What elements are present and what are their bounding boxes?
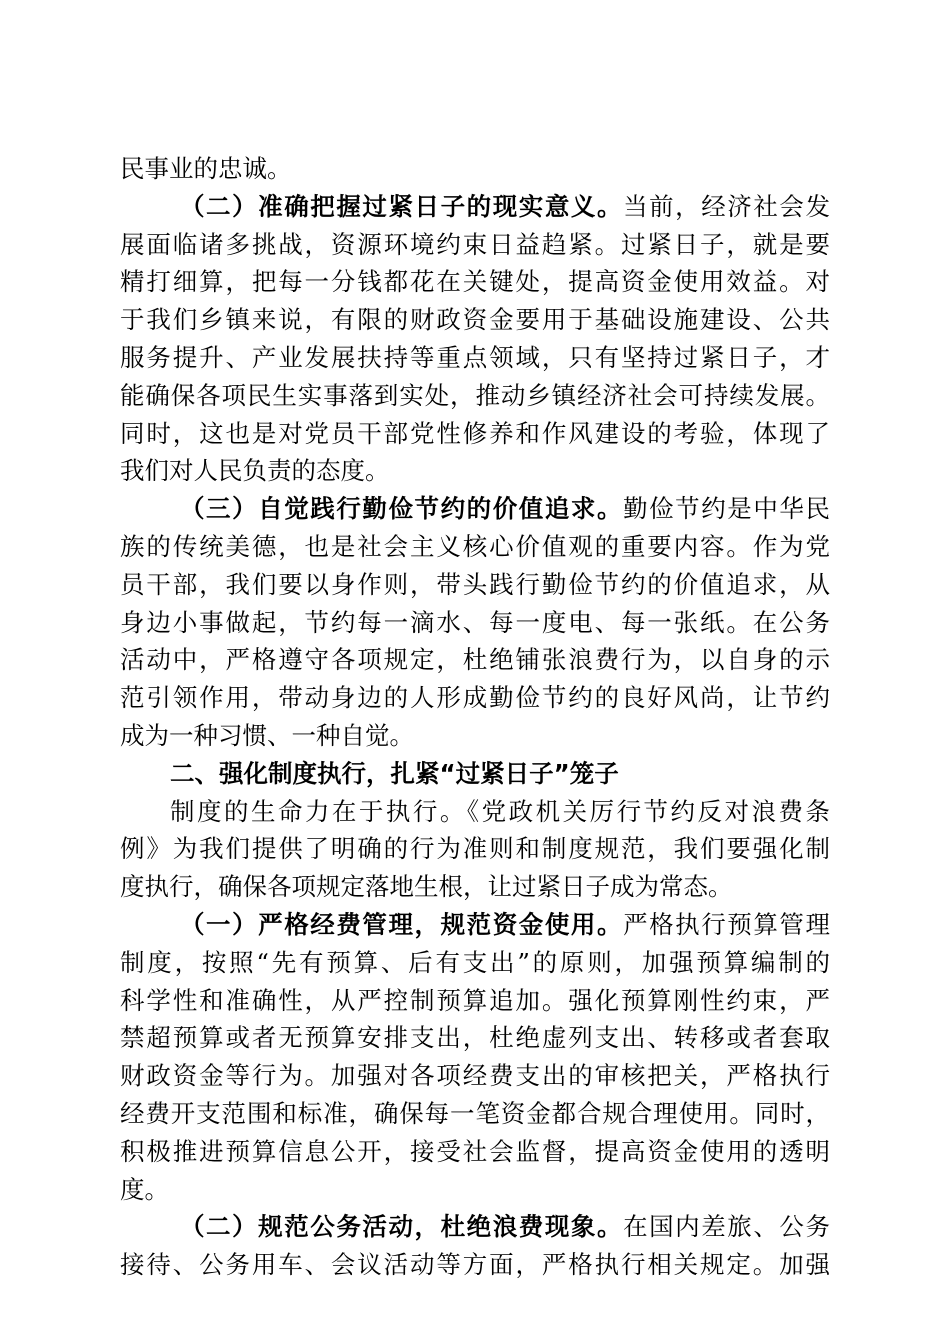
text-line [120, 1057, 830, 1095]
paragraph-text: 于我们乡镇来说，有限的财政资金要用于基础设施建设、公共 [120, 305, 830, 335]
text-line [120, 1019, 830, 1057]
paragraph-text: 度。 [120, 1174, 169, 1204]
paragraph-text: 当前，经济社会发 [623, 191, 830, 221]
section-heading [120, 755, 830, 793]
paragraph-text: 积极推进预算信息公开，接受社会监督，提高资金使用的透明 [120, 1136, 830, 1166]
text-line [120, 490, 830, 528]
paragraph-text: 服务提升、产业发展扶持等重点领域，只有坚持过紧日子，才 [120, 342, 830, 372]
paragraph-text: 度执行，确保各项规定落地生根，让过紧日子成为常态。 [120, 872, 733, 902]
text-line [120, 679, 830, 717]
paragraph-text: 我们对人民负责的态度。 [120, 456, 390, 486]
paragraph-text: 族的传统美德，也是社会主义核心价值观的重要内容。作为党 [120, 531, 830, 561]
paragraph-text: 范引领作用，带动身边的人形成勤俭节约的良好风尚，让节约 [120, 683, 830, 713]
paragraph-lead: （二）规范公务活动，杜绝浪费现象。 [180, 1212, 624, 1242]
text-line [120, 1208, 830, 1246]
paragraph-text: 同时，这也是对党员干部党性修养和作风建设的考验，体现了 [120, 418, 830, 448]
text-line [120, 830, 830, 868]
paragraph-text: 科学性和准确性，从严控制预算追加。强化预算刚性约束，严 [120, 985, 830, 1015]
text-line [120, 415, 830, 453]
text-line [120, 377, 830, 415]
text-line [120, 263, 830, 301]
text-line [120, 793, 830, 831]
text-line [120, 1133, 830, 1171]
text-line [120, 1095, 830, 1133]
paragraph-text: 员干部，我们要以身作则，带头践行勤俭节约的价值追求，从 [120, 569, 830, 599]
paragraph-text: 在国内差旅、公务 [623, 1212, 830, 1242]
text-line [120, 906, 830, 944]
paragraph-text: 接待、公务用车、会议活动等方面，严格执行相关规定。加强 [120, 1250, 830, 1280]
text-line [120, 868, 830, 906]
paragraph-text: 制度的生命力在于执行。《党政机关厉行节约反对浪费条 [170, 796, 830, 826]
text-line [120, 301, 830, 339]
text-line [120, 528, 830, 566]
section-heading-text: 二、强化制度执行，扎紧“过紧日子”笼子 [170, 758, 619, 788]
text-line [120, 604, 830, 642]
paragraph-text: 禁超预算或者无预算安排支出，杜绝虚列支出、转移或者套取 [120, 1023, 830, 1053]
text-line [120, 452, 830, 490]
paragraph-text: 展面临诸多挑战，资源环境约束日益趋紧。过紧日子，就是要 [120, 229, 830, 259]
paragraph-text: 身边小事做起，节约每一滴水、每一度电、每一张纸。在公务 [120, 607, 830, 637]
text-line [120, 150, 830, 188]
paragraph-text: 严格执行预算管理 [623, 909, 830, 939]
text-line [120, 982, 830, 1020]
paragraph-lead: （三）自觉践行勤俭节约的价值追求。 [180, 494, 624, 524]
paragraph-text: 财政资金等行为。加强对各项经费支出的审核把关，严格执行 [120, 1061, 830, 1091]
paragraph-text: 成为一种习惯、一种自觉。 [120, 720, 414, 750]
text-line [120, 1171, 830, 1209]
text-line [120, 944, 830, 982]
text-line [120, 1246, 830, 1284]
paragraph-lead: （二）准确把握过紧日子的现实意义。 [180, 191, 624, 221]
paragraph-lead: （一）严格经费管理，规范资金使用。 [180, 909, 624, 939]
text-line [120, 641, 830, 679]
paragraph-text: 精打细算，把每一分钱都花在关键处，提高资金使用效益。对 [120, 267, 830, 297]
document-body [120, 150, 830, 1284]
paragraph-text: 经费开支范围和标准，确保每一笔资金都合规合理使用。同时， [120, 1098, 830, 1128]
paragraph-text: 活动中，严格遵守各项规定，杜绝铺张浪费行为，以自身的示 [120, 645, 830, 675]
paragraph-text: 能确保各项民生实事落到实处，推动乡镇经济社会可持续发展。 [120, 380, 830, 410]
paragraph-text: 制度，按照“先有预算、后有支出”的原则，加强预算编制的 [120, 947, 830, 977]
text-line [120, 226, 830, 264]
text-line [120, 188, 830, 226]
paragraph-text: 例》为我们提供了明确的行为准则和制度规范，我们要强化制 [120, 834, 830, 864]
text-line [120, 339, 830, 377]
text-line [120, 566, 830, 604]
paragraph-text: 勤俭节约是中华民 [623, 494, 830, 524]
paragraph-text: 民事业的忠诚。 [120, 154, 292, 183]
text-line [120, 717, 830, 755]
